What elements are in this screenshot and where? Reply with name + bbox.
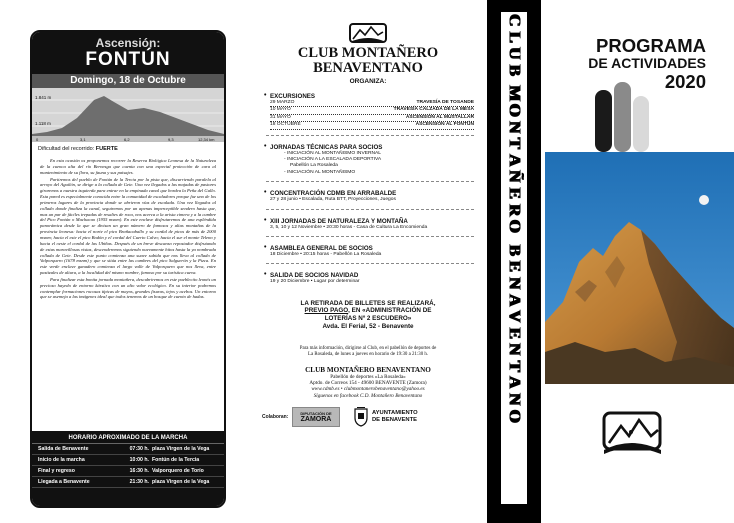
ascension-date bbox=[32, 74, 224, 88]
excursion-date: 29 MARZO bbox=[270, 100, 295, 105]
divider bbox=[266, 236, 474, 237]
vertical-title-letter: N bbox=[505, 277, 525, 290]
club-contact-facebook: Síguenos en facebook C.D. Montañero Benaventano bbox=[313, 392, 423, 399]
decorative-bar bbox=[633, 96, 649, 152]
vertical-title-letter: E bbox=[505, 327, 525, 339]
divider bbox=[266, 263, 474, 264]
jornada-item: - INICIACIÓN A LA ESCALADA DEPORTIVA bbox=[284, 157, 382, 163]
profile-alt-bottom: 1.118 m bbox=[35, 121, 51, 126]
ascension-date-rest: 18 de Octubre bbox=[119, 75, 186, 86]
excursion-name: ASCENSIÓN AL MUSTALLAR bbox=[405, 114, 474, 120]
vertical-title-letter: T bbox=[505, 360, 525, 372]
decorative-bar bbox=[595, 90, 612, 152]
excursion-row bbox=[270, 107, 474, 114]
route-paragraph: Partiremos del pueblo de Fontún de la Tercia por la pista que, discurriendo paralela al arroyo del Aguilón, se dirige a la collada de Gete. Una vez llegados a las majadas de pastores giraremos a nuestra izquierda para entrar en la empinada canal que bordea la Peña del Gallo. Esta pared es especialmente conocida entre la comunidad de escaladores porque fue uno de los primeros lugares de la provincia donde se abrieron vías de escalada. Una vez llegados al collado donde finaliza la canal, seguiremos por un apenas imperceptible sendero hasta que, mas un par de fáciles trepadas de resaltes de roca, nos acerca a la arista cimera y a la cumbre del Pico Fontún o Machacao (1955 msnm). En este enclave disfrutaremos de una espléndida panorámica desde la que se divisan un gran número de famosos y altas montañas de la provincia leonesa: hacia el norte el pico Brañacaballo y su cordal de picos de más de 2000 msnm; hacia el este el pico Bodón y el cordal del Cuerto Calvo; hacia el sur el monte Teleno y hacia el oeste el cordal de las Ubiñas. Después de un breve descanso repostador disfrutando de estas maravillosas vistas, descenderemos siguiendo nuevamente hitos hasta la ya nombrada collada de Gete. Desde este punto comienza una suave subida que nos lleva al collado de Valporquero (1678 msnm) y que se sitúa entre las cumbres del pico Salguerón y la Pizca. En este verde enclave ganadero comienza el largo valle de Valporquero que nos lleva, entre pastizales de altura, a la localidad del mismo nombre, famoso por su turística cueva. bbox=[40, 176, 216, 276]
collaborators bbox=[262, 407, 474, 427]
info-line: Para más información, dirigirse al Club, en el pabellón de deportes de bbox=[299, 346, 437, 352]
jornada-item: - INICIACIÓN AL MONTAÑISMO INVERNAL bbox=[284, 150, 382, 156]
section-heading: • ASAMBLEA GENERAL DE SOCIOS bbox=[270, 245, 474, 252]
vertical-title-letter: T bbox=[505, 137, 525, 150]
vertical-title-letter: O bbox=[505, 103, 525, 117]
excursiones-section bbox=[262, 93, 474, 130]
route-description bbox=[32, 152, 224, 406]
divider bbox=[266, 181, 474, 182]
schedule-label: Llegada a Benavente bbox=[38, 479, 90, 485]
schedule-place: plaza Virgen de la Vega bbox=[152, 446, 210, 452]
schedule-label: Inicio de la marcha bbox=[38, 457, 85, 463]
profile-x-tick: 3,1 bbox=[80, 137, 86, 142]
vertical-title-letter: E bbox=[505, 187, 525, 199]
elevation-profile-chart bbox=[32, 88, 224, 142]
ticket-notice bbox=[262, 300, 474, 330]
vertical-title-letter: E bbox=[505, 260, 525, 273]
schedule-place: Valporquero de Torío bbox=[152, 468, 204, 474]
club-title-line: BENAVENTANO bbox=[313, 60, 423, 76]
difficulty-line bbox=[32, 142, 224, 152]
club-logo-large-icon bbox=[601, 410, 667, 458]
cover-panel bbox=[545, 0, 734, 523]
vertical-title-letter: A bbox=[505, 293, 525, 306]
excursion-name: TRAVESÍA DE TOSANDE bbox=[416, 100, 474, 105]
club-contact bbox=[262, 366, 474, 400]
ayuntamiento-name bbox=[372, 410, 418, 424]
info-text bbox=[262, 346, 474, 358]
ticket-notice-line: LOTERÍAS Nº 2 ESCUDERO» bbox=[324, 315, 412, 323]
vertical-title bbox=[487, 12, 541, 424]
schedule-label: Final y regreso bbox=[38, 468, 75, 474]
schedule-place: Fontún de la Tercia bbox=[152, 457, 200, 463]
profile-x-tick: 6,2 bbox=[124, 137, 130, 142]
collaborators-label: Colaboran: bbox=[262, 414, 289, 421]
vertical-title-letter: M bbox=[505, 85, 525, 102]
ticket-notice-line bbox=[262, 307, 474, 315]
club-logo-icon bbox=[348, 22, 388, 44]
vertical-title-letter: O bbox=[505, 409, 525, 423]
excursion-name: ASCENSIÓN AL FONTÚN bbox=[415, 122, 474, 128]
ascension-date-day: Domingo, bbox=[70, 75, 117, 86]
program-heading-line: DE ACTIVIDADES bbox=[588, 55, 706, 71]
difficulty-label: Dificultad del recorrido: bbox=[38, 146, 95, 152]
vertical-title-letter: U bbox=[505, 47, 525, 60]
schedule-row bbox=[32, 466, 224, 477]
program-panel bbox=[262, 22, 474, 512]
asamblea-section bbox=[262, 245, 474, 258]
schedule-time: 21:30 h. bbox=[129, 479, 149, 485]
program-year: 2020 bbox=[664, 71, 706, 92]
club-contact-web[interactable]: www.cdmb.es • clubmontanerobenaventano@yahoo.es bbox=[311, 386, 425, 393]
section-line: 18 Diciembre • 20:15 horas - Pabellón La Rosaleda bbox=[270, 252, 382, 258]
vertical-title-letter: Ñ bbox=[505, 170, 525, 183]
concentracion-section bbox=[262, 190, 474, 203]
jornadas-section bbox=[262, 144, 474, 177]
vertical-title-letter: V bbox=[505, 310, 525, 323]
elevation-profile bbox=[32, 88, 224, 142]
route-paragraph: En esta ocasión os proponemos recorrer la Reserva Biológica Leonesa de la Naturaleza de la cuenca alta del río Bernesga que cuenta con una especial protección de cara al mantenimiento de su flora, su fauna y sus paisajes. bbox=[40, 158, 216, 175]
ascension-peak-name: FONTÚN bbox=[85, 49, 171, 70]
schedule-place: plaza Virgen de la Vega bbox=[152, 479, 210, 485]
vertical-title-letter: L bbox=[505, 31, 525, 43]
route-paragraph: Para finalizar esta bonita jornada montañera, descubriremos en este pueblecito leonés un precioso hayedo de entorno kárstico con un alto valor ecológico. En su interior podremos contemplar formaciones rocosas típicas de mayos, grandes fisuras, tejos y acebos. Un entorno que se asemeja a las imágenes ideal que todos tenemos de un bosque de cuento de hadas. bbox=[40, 276, 216, 300]
schedule-time: 07:30 h. bbox=[129, 446, 149, 452]
divider bbox=[266, 209, 474, 210]
section-heading: • SALIDA DE SOCIOS NAVIDAD bbox=[270, 272, 474, 279]
profile-x-tick: 12,34 km bbox=[198, 137, 215, 142]
vertical-title-letter: A bbox=[505, 153, 525, 167]
naturaleza-section bbox=[262, 218, 474, 231]
ayuntamiento-line: DE BENAVENTE bbox=[372, 417, 417, 424]
club-contact-name: CLUB MONTAÑERO BENAVENTANO bbox=[305, 365, 431, 374]
organiza-label: ORGANIZA: bbox=[349, 78, 387, 85]
mountain-photo-image bbox=[545, 152, 734, 384]
decorative-bar bbox=[614, 82, 631, 152]
schedule-label: Salida de Benavente bbox=[38, 446, 89, 452]
excursion-date: 18 OCTUBRE bbox=[270, 122, 301, 128]
vertical-title-letter: B bbox=[505, 64, 525, 76]
vertical-title-letter: B bbox=[505, 244, 525, 256]
vertical-title-letter: O bbox=[505, 219, 525, 234]
section-heading: • XIII JORNADAS DE NATURALEZA Y MONTAÑA bbox=[270, 218, 474, 225]
schedule-time: 16:30 h. bbox=[129, 468, 149, 474]
vertical-title-band bbox=[487, 0, 541, 523]
section-line: 19 y 20 Diciembre • Lugar por determinar bbox=[270, 279, 360, 285]
section-heading: • JORNADAS TÉCNICAS PARA SOCIOS bbox=[270, 144, 474, 151]
vertical-title-letter: N bbox=[505, 343, 525, 356]
vertical-title-letter: A bbox=[505, 376, 525, 389]
ticket-notice-text: , EN «ADMINISTRACIÓN DE bbox=[348, 307, 432, 315]
jornada-item: Pabellón La Rosaleda bbox=[290, 163, 338, 169]
section-heading: • EXCURSIONES bbox=[270, 93, 474, 100]
program-heading-line: PROGRAMA bbox=[596, 35, 706, 56]
salida-section bbox=[262, 272, 474, 285]
schedule-row bbox=[32, 444, 224, 455]
diputacion-top: DIPUTACIÓN DE bbox=[300, 411, 332, 417]
decorative-bars-icon bbox=[595, 82, 649, 152]
schedule-time: 10:00 h. bbox=[129, 457, 149, 463]
vertical-title-letter: N bbox=[505, 393, 525, 406]
diputacion-name: ZAMORA bbox=[300, 416, 332, 424]
vertical-title-letter: R bbox=[505, 203, 525, 216]
club-contact-line: Pabellón de deportes «La Rosaleda» bbox=[330, 373, 406, 380]
excursion-row bbox=[270, 122, 474, 129]
excursion-date: 31 MAYO bbox=[270, 114, 291, 120]
difficulty-value: FUERTE bbox=[95, 146, 118, 152]
club-title-line: CLUB MONTAÑERO bbox=[297, 45, 439, 61]
club-title bbox=[262, 46, 474, 76]
vertical-title-letter: C bbox=[505, 14, 525, 27]
excursion-date: 10 MAYO bbox=[270, 107, 291, 113]
ascension-header bbox=[32, 32, 224, 74]
section-heading: • CONCENTRACIÓN CDMB EN ARRABALDE bbox=[270, 190, 474, 197]
ascension-panel bbox=[30, 30, 226, 508]
profile-x-tick: 0 bbox=[36, 137, 39, 142]
benavente-shield-icon bbox=[354, 407, 368, 427]
schedule-table bbox=[32, 431, 224, 506]
info-line: La Rosaleda, de lunes a jueves en horario de 19:30 a 21:30 h. bbox=[307, 352, 429, 358]
schedule-row bbox=[32, 477, 224, 488]
vertical-title-letter: N bbox=[505, 120, 525, 133]
schedule-title: HORARIO APROXIMADO DE LA MARCHA bbox=[32, 431, 224, 444]
excursion-name: TRAVESÍA CALZADA DE LA MESA bbox=[393, 107, 474, 113]
club-contact-line: Aptdo. de Correos 154 - 49600 BENAVENTE (Zamora) bbox=[309, 380, 427, 387]
ticket-notice-line: Avda. El Ferial, 52 - Benavente bbox=[322, 322, 414, 330]
section-line: 3, 5, 10 y 12 Noviembre • 20:30 horas - Casa de Cultura La Encomienda bbox=[270, 224, 428, 230]
divider bbox=[266, 135, 474, 136]
profile-alt-top: 1.841 m bbox=[35, 95, 52, 100]
profile-x-tick: 9,3 bbox=[168, 137, 174, 142]
jornada-item: - INICIACIÓN AL MONTAÑISMO bbox=[284, 169, 356, 175]
ascension-label: Ascensión: bbox=[95, 36, 161, 50]
ticket-notice-emphasis: PREVIO PAGO bbox=[304, 307, 349, 315]
section-line: 27 y 28 junio • Escalada, Ruta BTT, Proyecciones, Juegos bbox=[270, 197, 396, 203]
diputacion-logo bbox=[292, 407, 340, 427]
ticket-notice-line: LA RETIRADA DE BILLETES SE REALIZARÁ, bbox=[300, 299, 436, 307]
ayuntamiento-line: AYUNTAMIENTO bbox=[372, 410, 418, 417]
mountain-photo bbox=[545, 152, 734, 384]
schedule-row bbox=[32, 455, 224, 466]
